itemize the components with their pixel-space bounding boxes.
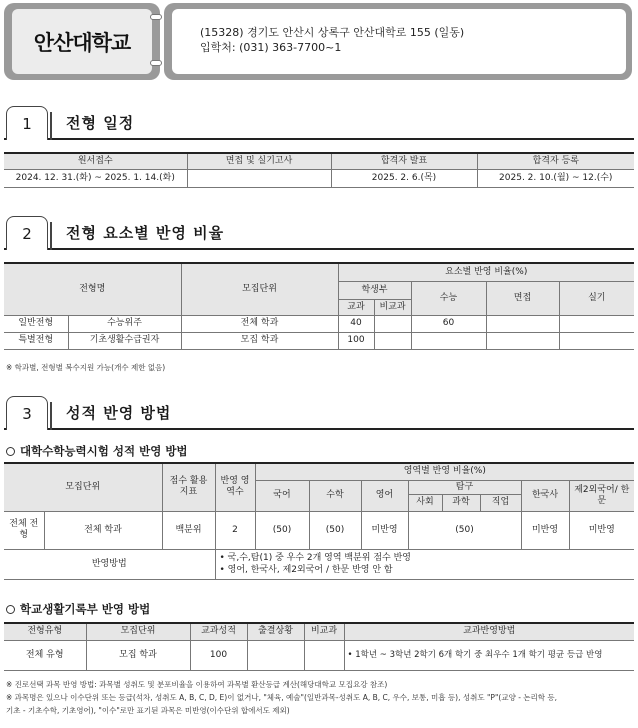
header-cell: 합격자 등록	[477, 153, 634, 169]
korean-ratio: (50)	[255, 511, 309, 549]
second-lang-ratio: 미반영	[569, 511, 634, 549]
header-cell: 영역별 반영 비율(%)	[255, 463, 634, 480]
math-ratio: (50)	[309, 511, 361, 549]
section-title: 성적 반영 방법	[66, 404, 172, 422]
method-line: • 국,수,탐(1) 중 우수 2개 영역 백분위 점수 반영	[219, 553, 411, 563]
section-3-header	[4, 394, 634, 430]
csat-subtitle	[6, 443, 188, 459]
header-cell: 교과	[338, 299, 374, 315]
ratio-note: ※ 학과별, 전형별 복수지원 가능(개수 제한 없음)	[6, 363, 166, 372]
subject-ratio: 100	[338, 332, 374, 349]
interview-ratio	[486, 332, 559, 349]
inquiry-ratio: (50)	[408, 511, 521, 549]
admission-name: 기초생활수급권자	[68, 332, 181, 349]
header-cell: 모집단위	[4, 463, 162, 511]
note-line: ※ 진로선택 과목 반영 방법: 과목별 성취도 및 분포비율을 이용하여 과목별 환산등급 계산(해당대학교 모집요강 참조)	[6, 680, 388, 689]
method-line: • 영어, 한국사, 제2외국어 / 한문 반영 안 함	[219, 565, 393, 575]
suneung-ratio: 60	[411, 315, 486, 332]
section-1-header	[4, 104, 634, 140]
admission-name: 수능위주	[68, 315, 181, 332]
csat-subtitle-text: 대학수학능력시험 성적 반영 방법	[20, 444, 188, 458]
header-cell: 실기	[559, 281, 634, 315]
header-cell: 탐구	[408, 480, 521, 494]
record-notes	[6, 678, 632, 717]
non-subject-ratio	[374, 332, 411, 349]
header-cell: 모집단위	[181, 263, 338, 315]
application-period: 2024. 12. 31.(화) ~ 2025. 1. 14.(화)	[4, 169, 187, 187]
table-row	[4, 332, 634, 349]
header-cell: 한국사	[521, 480, 569, 511]
header-cell: 면접 및 실기고사	[187, 153, 331, 169]
circle-bullet-icon	[6, 447, 15, 456]
recruit-unit: 전체 학과	[44, 511, 162, 549]
header-cell: 사회	[408, 494, 442, 511]
note-line: ※ 과목명은 있으나 이수단위 또는 등급(석차, 성취도 A, B, C, D, E)이 없거나, "체육, 예술"(일반과목-성취도 A, B, C, 우수, 보통, 미흡 등), 성취도 "P"(교양 - 논리학 등,	[6, 693, 558, 702]
recruit-unit: 모집 학과	[86, 640, 190, 670]
admission-group: 전체 전형	[4, 511, 44, 549]
binder-ring-icon	[150, 14, 162, 20]
registration-period: 2025. 2. 10.(월) ~ 12.(수)	[477, 169, 634, 187]
english-ratio: 미반영	[361, 511, 408, 549]
university-name-panel	[4, 3, 160, 80]
header-cell: 전형유형	[4, 623, 86, 640]
header-cell: 모집단위	[86, 623, 190, 640]
header-cell: 직업	[480, 494, 521, 511]
university-name-card	[12, 9, 152, 74]
university-name: 안산대학교	[33, 30, 131, 55]
admission-type: 전체 유형	[4, 640, 86, 670]
table-row	[4, 315, 634, 332]
table-row	[4, 511, 634, 549]
record-subtitle	[6, 601, 150, 617]
non-subject-ratio	[374, 315, 411, 332]
subject-score: 100	[190, 640, 247, 670]
section-number: 1	[6, 106, 48, 140]
note-line: 기초 - 기초수학, 기초영어), "이수"로만 표기된 과목은 미반영(이수단위 합에서도 제외)	[6, 706, 290, 715]
method-text	[215, 549, 634, 579]
record-table	[4, 622, 634, 671]
phone-text: 입학처: (031) 363-7700~1	[200, 41, 342, 54]
section-divider	[50, 222, 52, 250]
section-number: 2	[6, 216, 48, 250]
section-number: 3	[6, 396, 48, 430]
schedule-table	[4, 152, 634, 188]
admission-group: 일반전형	[4, 315, 68, 332]
header-cell: 합격자 발표	[331, 153, 477, 169]
csat-table	[4, 462, 634, 580]
attendance	[247, 640, 304, 670]
header-cell: 수능	[411, 281, 486, 315]
interview-ratio	[486, 315, 559, 332]
method-label: 반영방법	[4, 549, 215, 579]
contact-panel	[164, 3, 632, 80]
header-cell: 면접	[486, 281, 559, 315]
header-cell: 원서접수	[4, 153, 187, 169]
ratio-table	[4, 262, 634, 350]
non-subject	[304, 640, 344, 670]
header-cell: 비교과	[374, 299, 411, 315]
history-ratio: 미반영	[521, 511, 569, 549]
subject-ratio: 40	[338, 315, 374, 332]
header-cell: 교과성적	[190, 623, 247, 640]
header-cell: 학생부	[338, 281, 411, 299]
section-title: 전형 요소별 반영 비율	[66, 224, 225, 242]
header-cell: 반영 영역수	[215, 463, 255, 511]
header-cell: 수학	[309, 480, 361, 511]
header-cell: 교과반영방법	[344, 623, 634, 640]
header-cell: 영어	[361, 480, 408, 511]
admission-group: 특별전형	[4, 332, 68, 349]
header-cell: 제2외국어/ 한문	[569, 480, 634, 511]
table-row	[4, 549, 634, 579]
section-divider	[50, 112, 52, 140]
header-cell: 과학	[442, 494, 480, 511]
binder-ring-icon	[150, 60, 162, 66]
contact-card	[172, 9, 626, 74]
practical-ratio	[559, 332, 634, 349]
header-cell: 국어	[255, 480, 309, 511]
practical-ratio	[559, 315, 634, 332]
suneung-ratio	[411, 332, 486, 349]
announcement-date: 2025. 2. 6.(목)	[331, 169, 477, 187]
score-indicator: 백분위	[162, 511, 215, 549]
header-cell: 점수 활용 지표	[162, 463, 215, 511]
area-count: 2	[215, 511, 255, 549]
interview-date	[187, 169, 331, 187]
record-subtitle-text: 학교생활기록부 반영 방법	[20, 602, 151, 616]
header-cell: 비교과	[304, 623, 344, 640]
subject-method: • 1학년 ~ 3학년 2학기 6개 학기 중 최우수 1개 학기 평균 등급 반영	[344, 640, 634, 670]
recruit-unit: 모집 학과	[181, 332, 338, 349]
header-cell: 전형명	[4, 263, 181, 315]
section-divider	[50, 402, 52, 430]
address-text: (15328) 경기도 안산시 상록구 안산대학로 155 (일동)	[200, 26, 465, 39]
section-2-header	[4, 214, 634, 250]
header-cell: 출결상황	[247, 623, 304, 640]
table-row	[4, 640, 634, 670]
circle-bullet-icon	[6, 605, 15, 614]
recruit-unit: 전체 학과	[181, 315, 338, 332]
section-title: 전형 일정	[66, 114, 135, 132]
header-cell: 요소별 반영 비율(%)	[338, 263, 634, 281]
